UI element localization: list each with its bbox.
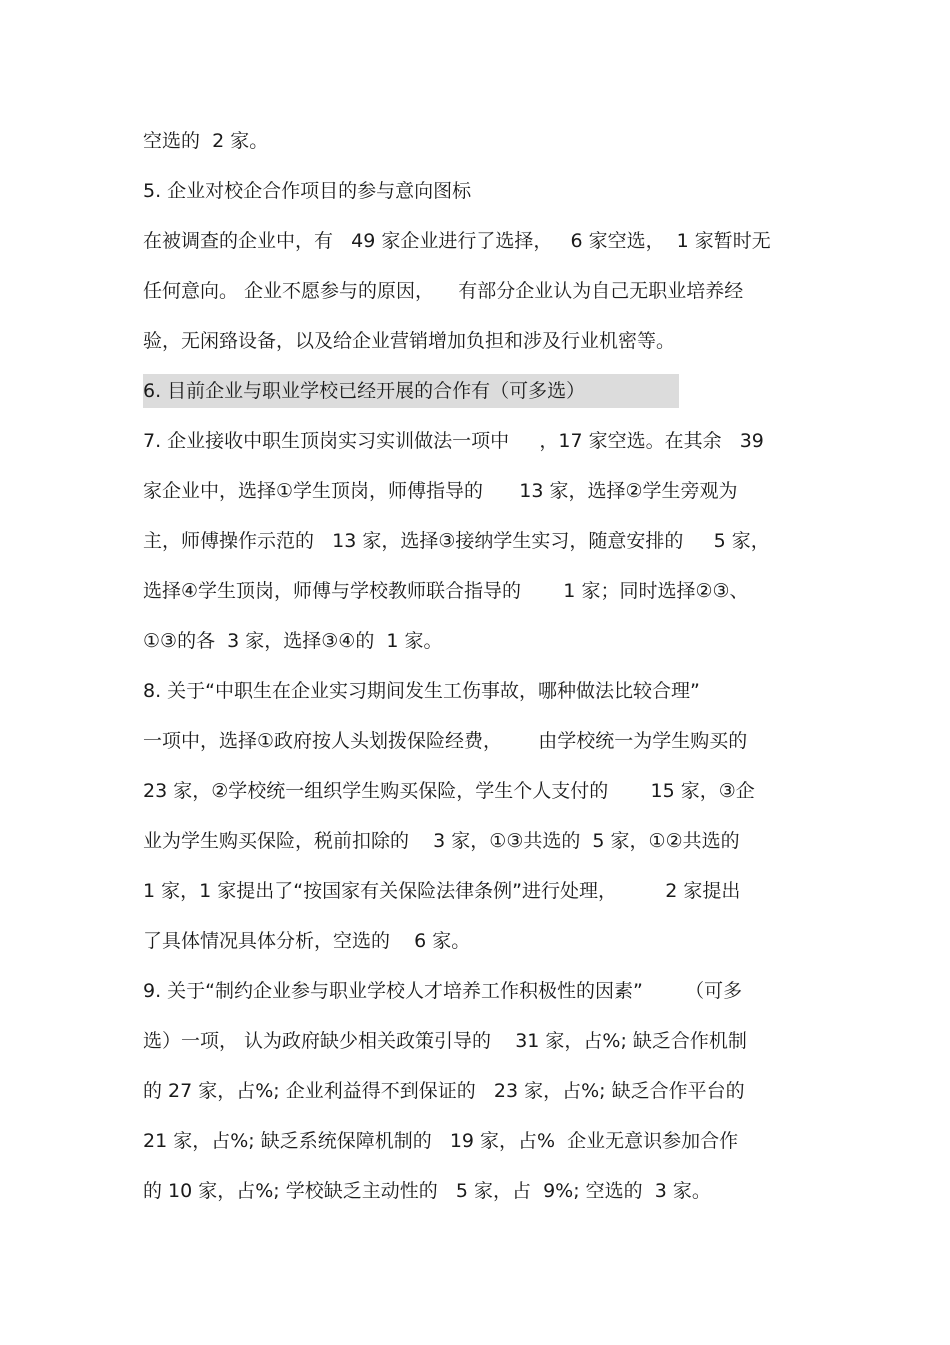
section-heading-9: 9. 关于“制约企业参与职业学校人才培养工作积极性的因素” （可多 — [143, 980, 743, 1002]
paragraph-line: 选）一项， 认为政府缺少相关政策引导的 31 家，占%; 缺乏合作机制 — [143, 1030, 747, 1052]
paragraph-line: 选择④学生顶岗，师傅与学校教师联合指导的 1 家；同时选择②③、 — [143, 580, 749, 602]
paragraph-line: 1 家，1 家提出了“按国家有关保险法律条例”进行处理， 2 家提出 — [143, 880, 741, 902]
paragraph-line: 在被调查的企业中，有 49 家企业进行了选择， 6 家空选， 1 家暂时无 — [143, 230, 771, 252]
paragraph-line: 任何意向。 企业不愿参与的原因， 有部分企业认为自己无职业培养经 — [143, 280, 744, 302]
paragraph-line: 家企业中，选择①学生顶岗，师傅指导的 13 家，选择②学生旁观为 — [143, 480, 738, 502]
paragraph-line: 了具体情况具体分析，空选的 6 家。 — [143, 930, 471, 952]
paragraph-line: 一项中，选择①政府按人头划拨保险经费， 由学校统一为学生购买的 — [143, 730, 748, 752]
paragraph-line: 的 10 家，占%; 学校缺乏主动性的 5 家，占 9%; 空选的 3 家。 — [143, 1180, 711, 1202]
section-heading-8: 8. 关于“中职生在企业实习期间发生工伤事故，哪种做法比较合理” — [143, 680, 700, 702]
paragraph-line: 的 27 家，占%; 企业利益得不到保证的 23 家，占%; 缺乏合作平台的 — [143, 1080, 745, 1102]
paragraph-line: 23 家，②学校统一组织学生购买保险，学生个人支付的 15 家，③企 — [143, 780, 755, 802]
paragraph-line: 验，无闲臵设备，以及给企业营销增加负担和涉及行业机密等。 — [143, 330, 676, 352]
paragraph-line: 业为学生购买保险，税前扣除的 3 家，①③共选的 5 家，①②共选的 — [143, 830, 740, 852]
paragraph-line: 空选的 2 家。 — [143, 130, 269, 152]
section-heading-6-highlighted: 6. 目前企业与职业学校已经开展的合作有（可多选） — [143, 374, 679, 408]
paragraph-line: ①③的各 3 家，选择③④的 1 家。 — [143, 630, 443, 652]
paragraph-line: 主，师傅操作示范的 13 家，选择③接纳学生实习，随意安排的 5 家， — [143, 530, 770, 552]
section-heading-5: 5. 企业对校企合作项目的参与意向图标 — [143, 180, 472, 202]
paragraph-line: 21 家，占%; 缺乏系统保障机制的 19 家，占% 企业无意识参加合作 — [143, 1130, 739, 1152]
section-heading-7: 7. 企业接收中职生顶岗实习实训做法一项中 ，17 家空选。在其余 39 — [143, 430, 764, 452]
